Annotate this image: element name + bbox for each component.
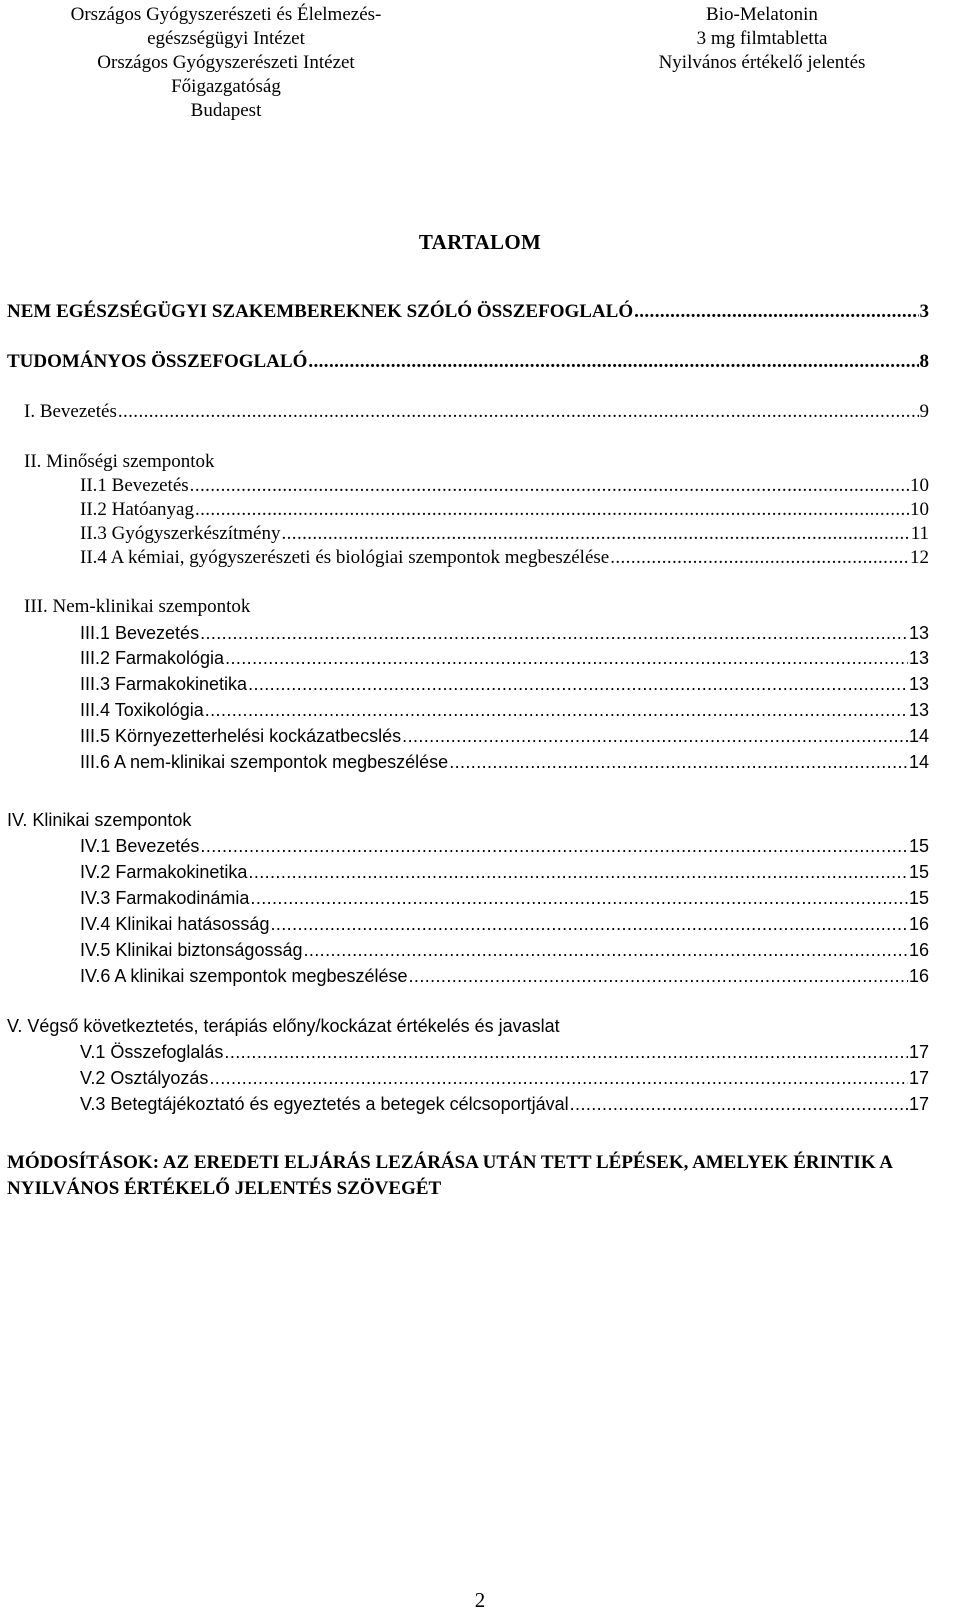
toc-entry-label: IV.3 Farmakodinámia xyxy=(80,888,250,908)
toc-entry-page: 17 xyxy=(908,1042,929,1062)
toc-title: TARTALOM xyxy=(418,230,542,254)
toc-entry-label: I. Bevezetés xyxy=(24,401,117,422)
toc-entry[interactable] xyxy=(80,912,929,936)
toc-entry-label: III. Nem-klinikai szempontok xyxy=(24,596,251,617)
toc-entry[interactable] xyxy=(80,522,929,546)
toc-leader-dots xyxy=(402,724,908,748)
toc-entry[interactable] xyxy=(80,750,929,774)
toc-entry[interactable] xyxy=(80,1066,929,1090)
toc-entry-label: V.2 Osztályozás xyxy=(80,1068,209,1088)
toc-entry-page: 9 xyxy=(919,401,929,422)
toc-entry-label: III.1 Bevezetés xyxy=(80,623,200,643)
toc-leader-dots xyxy=(409,964,908,988)
toc-entry-page: 15 xyxy=(908,888,929,908)
toc-entry[interactable] xyxy=(24,400,929,424)
toc-entry-page: 14 xyxy=(908,752,929,772)
toc-leader-dots xyxy=(225,646,908,670)
toc-entry[interactable] xyxy=(80,964,929,988)
toc-entry-label: IV.1 Bevezetés xyxy=(80,836,200,856)
page-number: 2 xyxy=(474,1588,486,1612)
toc-leader-dots xyxy=(570,1092,908,1116)
toc-entry-label: V.1 Összefoglalás xyxy=(80,1042,224,1062)
toc-leader-dots xyxy=(610,546,909,570)
toc-entry-label: III.3 Farmakokinetika xyxy=(80,674,248,694)
toc-entry-page: 16 xyxy=(908,940,929,960)
toc-entry-page: 10 xyxy=(910,499,929,520)
toc-entry[interactable] xyxy=(80,834,929,858)
toc-leader-dots xyxy=(282,522,910,546)
toc-entry[interactable] xyxy=(7,1014,929,1038)
modifications-heading: MÓDOSÍTÁSOK: AZ EREDETI ELJÁRÁS LEZÁRÁSA UTÁN TETT LÉPÉSEK, AMELYEK ÉRINTIK A NYILVÁNOS ÉRTÉKELŐ JELENTÉS SZÖVEGÉT xyxy=(7,1152,892,1199)
toc-entry-page: 16 xyxy=(908,966,929,986)
toc-entry[interactable] xyxy=(80,860,929,884)
toc-leader-dots xyxy=(118,400,919,424)
toc-leader-dots xyxy=(308,350,918,374)
toc-entry-label: II.1 Bevezetés xyxy=(80,475,189,496)
header-agency-line: Budapest xyxy=(190,100,262,121)
toc-entry-label: IV.4 Klinikai hatásosság xyxy=(80,914,270,934)
toc-entry-page: 16 xyxy=(908,914,929,934)
toc-leader-dots xyxy=(303,938,907,962)
toc-leader-dots xyxy=(634,300,918,324)
toc-entry-page: 10 xyxy=(910,475,929,496)
toc-leader-dots xyxy=(250,886,908,910)
header-product xyxy=(612,3,912,75)
toc-entry-label: III.6 A nem-klinikai szempontok megbeszélése xyxy=(80,752,449,772)
toc-entry-page: 15 xyxy=(908,862,929,882)
header-product-line: 3 mg filmtabletta xyxy=(696,28,828,49)
toc-entry-label: II.3 Gyógyszerkészítmény xyxy=(80,523,281,544)
toc-entry[interactable] xyxy=(24,450,929,474)
toc-entry-label: II. Minőségi szempontok xyxy=(24,451,215,472)
toc-entry-page: 12 xyxy=(910,547,929,568)
toc-entry-label: IV.6 A klinikai szempontok megbeszélése xyxy=(80,966,408,986)
toc-entry[interactable] xyxy=(80,474,929,498)
toc-entry[interactable] xyxy=(80,724,929,748)
toc-entry-page: 17 xyxy=(908,1068,929,1088)
toc-entry[interactable] xyxy=(24,595,929,619)
toc-entry-label: IV. Klinikai szempontok xyxy=(7,810,192,830)
header-agency-line: egészségügyi Intézet xyxy=(147,28,305,49)
toc-leader-dots xyxy=(200,621,908,645)
toc-entry[interactable] xyxy=(7,350,929,374)
header-product-line: Nyilvános értékelő jelentés xyxy=(658,52,866,73)
toc-leader-dots xyxy=(449,750,908,774)
toc-entry[interactable] xyxy=(80,646,929,670)
toc-leader-dots xyxy=(270,912,908,936)
toc-entry[interactable] xyxy=(80,698,929,722)
toc-entry-page: 14 xyxy=(908,726,929,746)
toc-entry[interactable] xyxy=(80,886,929,910)
toc-leader-dots xyxy=(248,672,908,696)
toc-leader-dots xyxy=(190,474,909,498)
header-agency-line: Főigazgatóság xyxy=(171,76,281,97)
toc-entry-page: 13 xyxy=(908,700,929,720)
toc-entry-page: 13 xyxy=(908,623,929,643)
toc-entry[interactable] xyxy=(80,1092,929,1116)
toc-leader-dots xyxy=(224,1040,908,1064)
toc-leader-dots xyxy=(248,860,908,884)
toc-entry-label: V. Végső következtetés, terápiás előny/kockázat értékelés és javaslat xyxy=(7,1016,560,1036)
toc-leader-dots xyxy=(200,834,908,858)
toc-entry-label: II.2 Hatóanyag xyxy=(80,499,194,520)
toc-leader-dots xyxy=(209,1066,908,1090)
toc-entry-label: III.4 Toxikológia xyxy=(80,700,204,720)
toc-entry-label: II.4 A kémiai, gyógyszerészeti és biológiai szempontok megbeszélése xyxy=(80,547,610,568)
toc-entry[interactable] xyxy=(7,300,929,324)
toc-entry[interactable] xyxy=(80,621,929,645)
toc-entry[interactable] xyxy=(80,546,929,570)
toc-entry[interactable] xyxy=(80,672,929,696)
toc-entry-label: IV.5 Klinikai biztonságosság xyxy=(80,940,303,960)
toc-leader-dots xyxy=(205,698,908,722)
toc-entry-label: III.2 Farmakológia xyxy=(80,648,225,668)
toc-entry-page: 17 xyxy=(908,1094,929,1114)
toc-entry-page: 3 xyxy=(919,301,929,322)
toc-entry-page: 15 xyxy=(908,836,929,856)
toc-entry[interactable] xyxy=(7,808,929,832)
toc-entry[interactable] xyxy=(80,938,929,962)
toc-entry-page: 13 xyxy=(908,648,929,668)
toc-entry-page: 8 xyxy=(919,351,929,372)
toc-entry-label: TUDOMÁNYOS ÖSSZEFOGLALÓ xyxy=(7,351,308,372)
header-agency xyxy=(6,3,446,123)
header-product-line: Bio-Melatonin xyxy=(706,4,818,25)
toc-entry[interactable] xyxy=(80,498,929,522)
toc-entry-page: 13 xyxy=(908,674,929,694)
toc-entry-label: V.3 Betegtájékoztató és egyeztetés a betegek célcsoportjával xyxy=(80,1094,569,1114)
toc-entry-label: IV.2 Farmakokinetika xyxy=(80,862,248,882)
toc-leader-dots xyxy=(195,498,909,522)
toc-entry-page: 11 xyxy=(910,523,929,544)
toc-entry-label: III.5 Környezetterhelési kockázatbecslés xyxy=(80,726,402,746)
header-agency-line: Országos Gyógyszerészeti és Élelmezés- xyxy=(70,4,382,25)
toc-entry-label: NEM EGÉSZSÉGÜGYI SZAKEMBEREKNEK SZÓLÓ ÖSSZEFOGLALÓ xyxy=(7,301,634,322)
toc-entry[interactable] xyxy=(80,1040,929,1064)
header-agency-line: Országos Gyógyszerészeti Intézet xyxy=(97,52,355,73)
